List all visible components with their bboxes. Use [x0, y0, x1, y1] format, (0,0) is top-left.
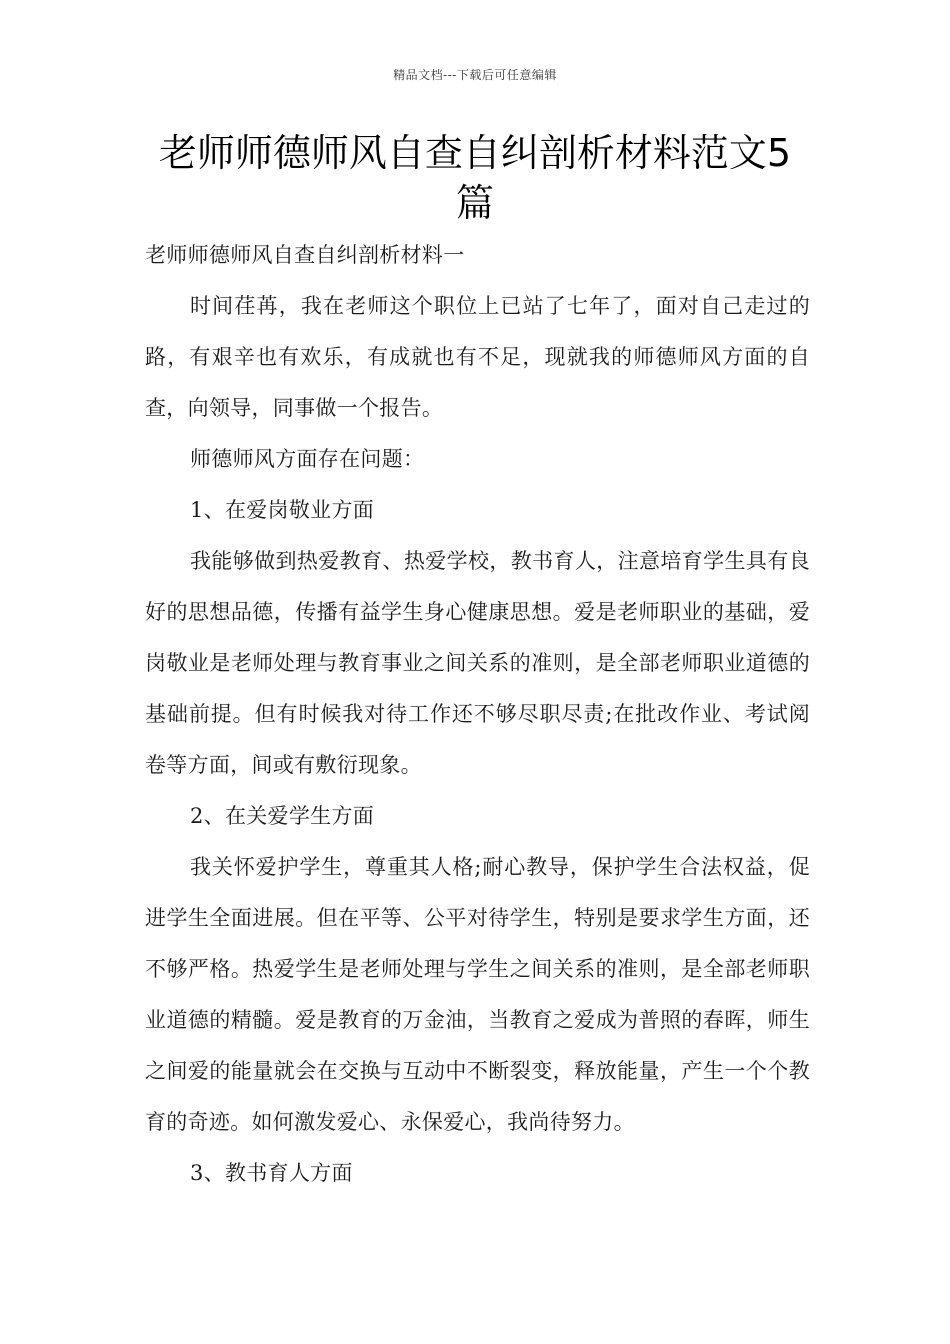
document-title: 老师师德师风自查自纠剖析材料范文5篇 — [158, 131, 792, 225]
document-body — [145, 230, 810, 1199]
paragraph-issues-heading: 师德师风方面存在问题： — [190, 447, 425, 471]
paragraph-caring-students: 我关怀爱护学生，尊重其人格;耐心教导，保护学生合法权益，促进学生全面进展。但在平等、公平对待学生，特别是要求学生方面，还不够严格。热爱学生是老师处理与学生之间关系的准则，是全部老师职业道德的精髓。爱是教育的万金油，当教育之爱成为普照的春晖，师生之间爱的能量就会在交换与互动中不断裂变，释放能量，产生一个个教育的奇迹。如何激发爱心、永保爱心，我尚待努力。 — [145, 855, 810, 1134]
section-heading-part-1: 老师师德师风自查自纠剖析材料一 — [145, 243, 465, 267]
subheading-caring-students: 2、在关爱学生方面 — [190, 804, 375, 828]
subheading-teaching: 3、教书育人方面 — [190, 1161, 353, 1185]
subheading-dedication: 1、在爱岗敬业方面 — [190, 498, 375, 522]
paragraph-dedication: 我能够做到热爱教育、热爱学校，教书育人，注意培育学生具有良好的思想品德，传播有益学生身心健康思想。爱是老师职业的基础，爱岗敬业是老师处理与教育事业之间关系的准则，是全部老师职业道德的基础前提。但有时候我对待工作还不够尽职尽责;在批改作业、考试阅卷等方面，间或有敷衍现象。 — [145, 549, 810, 777]
page-header: 精品文档---下载后可任意编辑 — [393, 68, 557, 82]
paragraph-intro: 时间荏苒，我在老师这个职位上已站了七年了，面对自己走过的路，有艰辛也有欢乐，有成就也有不足，现就我的师德师风方面的自查，向领导，同事做一个报告。 — [145, 294, 810, 420]
